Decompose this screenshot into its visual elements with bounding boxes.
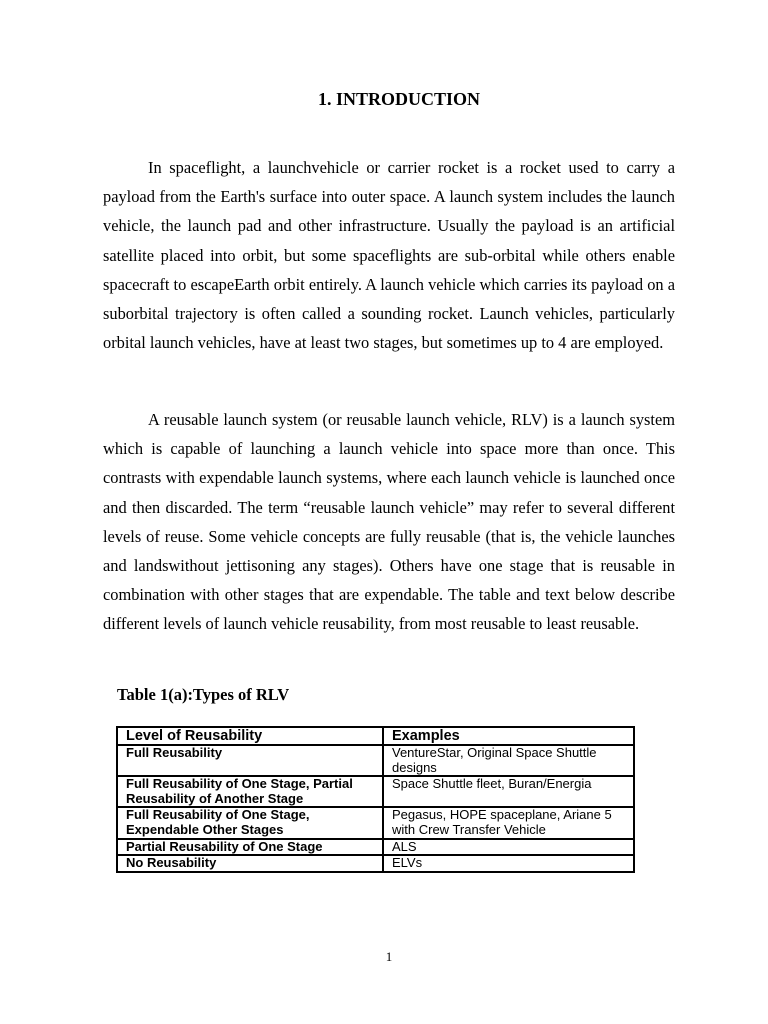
table-cell-examples: ELVs	[383, 855, 634, 872]
table-row	[117, 745, 634, 776]
rlv-types-table	[116, 726, 635, 873]
table-cell-examples: Space Shuttle fleet, Buran/Energia	[383, 776, 634, 807]
table-cell-level: Full Reusability	[117, 745, 383, 776]
paragraph-launch-vehicle: In spaceflight, a launchvehicle or carrier rocket is a rocket used to carry a payload from the Earth's surface into outer space. A launch system includes the launch vehicle, the launch pad and other infrastructure. Usually the payload is an artificial satellite placed into orbit, but some spaceflights are sub-orbital while others enable spacecraft to escapeEarth orbit entirely. A launch vehicle which carries its payload on a suborbital trajectory is often called a sounding rocket. Launch vehicles, particularly orbital launch vehicles, have at least two stages, but sometimes up to 4 are employed.	[103, 158, 675, 353]
table-cell-examples: Pegasus, HOPE spaceplane, Ariane 5 with Crew Transfer Vehicle	[383, 807, 634, 838]
column-header-examples: Examples	[383, 727, 634, 745]
column-header-level: Level of Reusability	[117, 727, 383, 745]
table-cell-level: No Reusability	[117, 855, 383, 872]
paragraph-reusable-launch-system: A reusable launch system (or reusable launch vehicle, RLV) is a launch system which is capable of launching a launch vehicle into space more than once. This contrasts with expendable launch systems, where each launch vehicle is launched once and then discarded. The term “reusable launch vehicle” may refer to several different levels of reuse. Some vehicle concepts are fully reusable (that is, the vehicle launches and landswithout jettisoning any stages). Others have one stage that is reusable in combination with other stages that are expendable. The table and text below describe different levels of launch vehicle reusability, from most reusable to least reusable.	[103, 410, 675, 634]
table-header-row	[117, 727, 634, 745]
page-number: 1	[385, 949, 393, 964]
table-cell-level: Full Reusability of One Stage, Partial Reusability of Another Stage	[117, 776, 383, 807]
table-caption: Table 1(a):Types of RLV	[117, 685, 290, 704]
table-row	[117, 807, 634, 838]
section-heading: 1. INTRODUCTION	[317, 89, 481, 109]
table-cell-level: Partial Reusability of One Stage	[117, 839, 383, 856]
table-row	[117, 855, 634, 872]
table-cell-level: Full Reusability of One Stage, Expendable Other Stages	[117, 807, 383, 838]
table-cell-examples: ALS	[383, 839, 634, 856]
table-row	[117, 776, 634, 807]
table-cell-examples: VentureStar, Original Space Shuttle designs	[383, 745, 634, 776]
table-row	[117, 839, 634, 856]
